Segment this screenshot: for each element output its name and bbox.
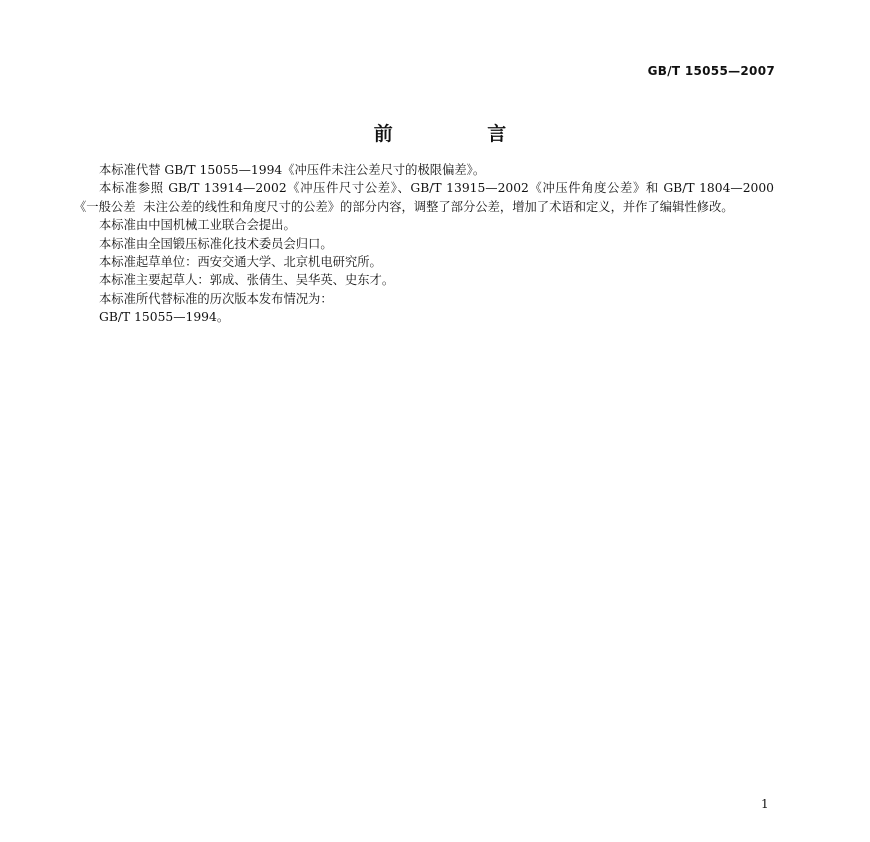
paragraph-proposer: 本标准由中国机械工业联合会提出。 [99,218,296,233]
paragraph-replaces: 本标准代替 GB/T 15055—1994《冲压件未注公差尺寸的极限偏差》。 [99,163,486,177]
paragraph-committee: 本标准由全国锻压标准化技术委员会归口。 [99,236,333,251]
paragraph-drafting-units: 本标准起草单位：西安交通大学、北京机电研究所。 [99,255,382,270]
document-body [74,161,774,327]
paragraph-drafters: 本标准主要起草人：郭成、张倩生、吴华英、史东才。 [99,273,395,288]
page-title: 前 言 [373,123,551,145]
paragraph-previous-version: GB/T 15055—1994。 [99,310,230,325]
paragraph-references: 本标准参照 GB/T 13914—2002《冲压件尺寸公差》、GB/T 13915—2002《冲压件角度公差》和 GB/T 1804—2000《一般公差 未注公差的线性和角度尺寸的公差》的部分内容，调整了部分公差，增加了术语和定义，并作了编辑性修改。 [74,181,774,214]
standard-number: GB/T 15055—2007 [647,64,775,78]
paragraph-history: 本标准所代替标准的历次版本发布情况为： [99,291,333,306]
page-number: 1 [761,797,769,811]
